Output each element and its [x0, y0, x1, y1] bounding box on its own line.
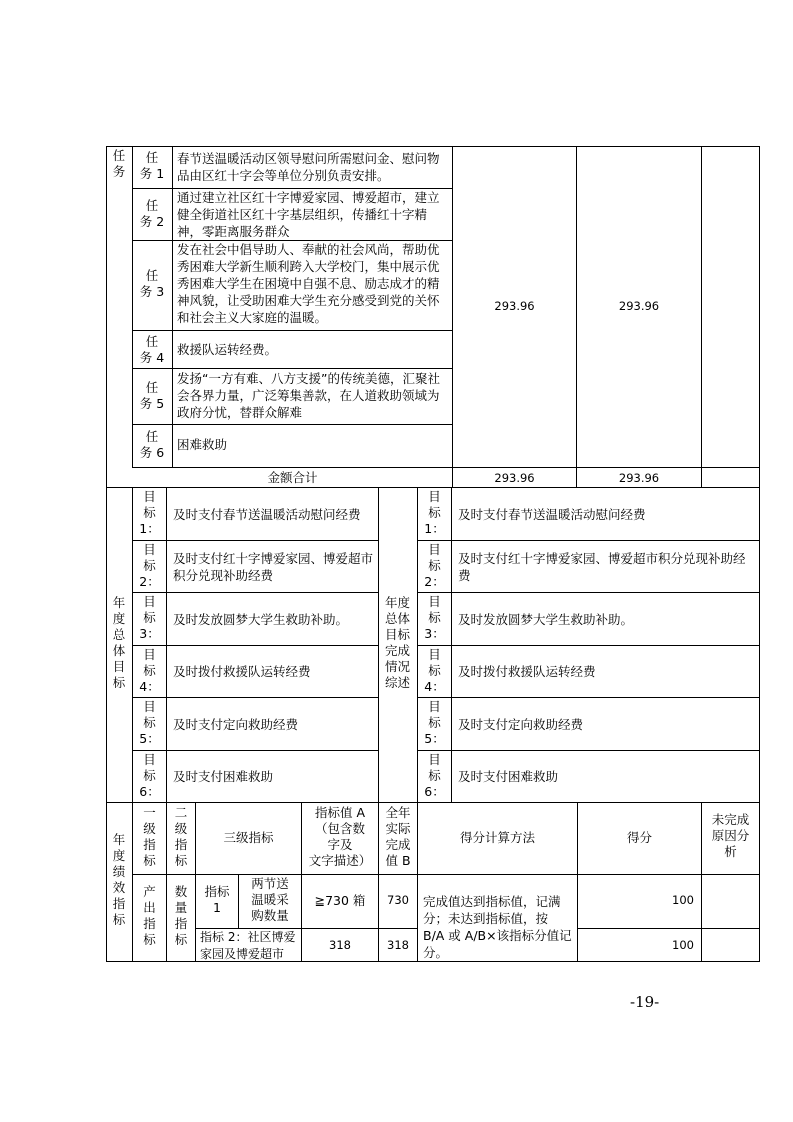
page-number: -19- — [630, 993, 660, 1011]
indicator-target: ≧730 箱 — [314, 893, 366, 908]
level2-value: 数 量 指 标 — [174, 884, 188, 947]
grid-line — [701, 146, 702, 488]
annual-goal-header: 年 度 总 体 目 标 — [112, 595, 126, 690]
table-border-left — [106, 146, 107, 962]
grid-line — [195, 802, 196, 962]
goal-label: 目 标 4： — [424, 647, 445, 694]
total-label: 金额合计 — [267, 470, 318, 485]
goal-label: 目 标 1： — [139, 489, 160, 536]
goal-text: 及时发放圆梦大学生救助补助。 — [458, 612, 634, 627]
grid-line — [106, 802, 760, 803]
col-level3: 三级指标 — [223, 830, 274, 845]
task-label: 任 务 4 — [139, 334, 165, 365]
col-level1: 一 级 指 标 — [143, 805, 156, 868]
total-amount-a: 293.96 — [494, 471, 535, 485]
indicator-actual: 318 — [387, 938, 409, 952]
method-text: 完成值达到指标值，记满分；未达到指标值，按 B/A 或 A/B×该指标分值记分。 — [423, 894, 572, 960]
goal-text: 及时支付春节送温暖活动慰问经费 — [458, 507, 646, 522]
grid-line — [576, 146, 577, 488]
task-text: 发扬“一方有难、八方支援”的传统美德，汇聚社会各界力量，广泛筹集善款，在人道救助领域为政府分忧，替群众解难 — [177, 371, 440, 420]
col-level2: 二 级 指 标 — [174, 805, 188, 868]
task-amount-b: 293.96 — [618, 299, 660, 313]
indicator-score: 100 — [672, 893, 694, 907]
goal-label: 目 标 1： — [424, 489, 445, 536]
grid-line — [417, 697, 760, 698]
col-reason: 未完成 原因分 析 — [711, 812, 750, 859]
goal-label: 目 标 2： — [424, 542, 445, 589]
goal-summary-header: 年度 总体 目标 完成 情况 综述 — [384, 595, 410, 690]
goal-text: 及时支付定向救助经费 — [173, 717, 299, 732]
level1-value: 产 出 指 标 — [143, 884, 156, 947]
goal-label: 目 标 2： — [139, 542, 160, 589]
grid-line — [132, 874, 760, 875]
indicator-target: 318 — [329, 938, 351, 952]
col-actual: 全年 实际 完成 值 B — [385, 805, 411, 868]
indicator-index: 指标 1 — [204, 884, 230, 915]
task-section-header: 任 务 — [112, 148, 126, 179]
table-border-right — [759, 146, 760, 962]
goal-text: 及时支付定向救助经费 — [458, 717, 584, 732]
goal-text: 及时支付红十字博爱家园、博爱超市积分兑现补助经费 — [458, 551, 746, 583]
col-target: 指标值 A （包含数 字及 文字描述） — [308, 805, 372, 868]
table-border-top — [106, 146, 760, 147]
goal-text: 及时支付红十字博爱家园、博爱超市积分兑现补助经费 — [173, 551, 374, 583]
col-score: 得分 — [626, 830, 652, 845]
grid-line — [132, 330, 452, 331]
goal-text: 及时拨付救援队运转经费 — [458, 664, 596, 679]
grid-line — [132, 368, 452, 369]
grid-line — [132, 750, 378, 751]
performance-header: 年 度 绩 效 指 标 — [112, 832, 126, 927]
goal-label: 目 标 6： — [139, 752, 160, 799]
indicator-name: 两节送 温暖采 购数量 — [251, 876, 289, 923]
goal-text: 及时支付困难救助 — [458, 769, 559, 784]
grid-line — [106, 487, 760, 488]
grid-line — [132, 697, 378, 698]
grid-line — [417, 802, 418, 962]
col-method: 得分计算方法 — [459, 830, 535, 845]
task-label: 任 务 3 — [139, 268, 165, 299]
task-text: 通过建立社区红十字博爱家园、博爱超市，建立健全街道社区红十字基层组织，传播红十字精神，零距离服务群众 — [177, 190, 440, 239]
grid-line — [417, 540, 760, 541]
goal-label: 目 标 6： — [424, 752, 445, 799]
task-label: 任 务 6 — [139, 429, 165, 460]
grid-line — [172, 146, 173, 468]
goal-text: 及时支付春节送温暖活动慰问经费 — [173, 507, 361, 522]
grid-line — [417, 750, 760, 751]
task-label: 任 务 1 — [139, 150, 165, 181]
task-amount-a: 293.96 — [494, 299, 535, 313]
grid-line — [577, 928, 760, 929]
total-amount-b: 293.96 — [618, 471, 660, 485]
grid-line — [132, 592, 378, 593]
goal-label: 目 标 3： — [139, 594, 160, 641]
task-text: 春节送温暖活动区领导慰问所需慰问金、慰问物品由区红十字会等单位分别负责安排。 — [177, 151, 440, 183]
grid-line — [132, 424, 452, 425]
grid-line — [417, 645, 760, 646]
task-text: 救援队运转经费。 — [177, 342, 278, 357]
goal-text: 及时发放圆梦大学生救助补助。 — [173, 612, 349, 627]
grid-line — [132, 467, 760, 468]
grid-line — [132, 645, 378, 646]
grid-line — [452, 146, 453, 488]
task-text: 发在社会中倡导助人、奉献的社会风尚，帮助优秀困难大学新生顺利跨入大学校门，集中展示优秀困难大学生在困境中自强不息、励志成才的精神风貌，让受助困难大学生充分感受到党的关怀和社会主义大家庭的温暖。 — [177, 242, 440, 325]
goal-label: 目 标 5： — [139, 699, 160, 746]
goal-label: 目 标 3： — [424, 594, 445, 641]
goal-label: 目 标 4： — [139, 647, 160, 694]
goal-label: 目 标 5： — [424, 699, 445, 746]
grid-line — [132, 540, 378, 541]
grid-line — [132, 146, 133, 468]
goal-text: 及时拨付救援队运转经费 — [173, 664, 311, 679]
indicator-score: 100 — [672, 938, 694, 952]
indicator-index: 指标 2：社区博爱 家园及博爱超市 — [200, 930, 296, 961]
task-label: 任 务 2 — [139, 198, 165, 229]
goal-text: 及时支付困难救助 — [173, 769, 274, 784]
indicator-actual: 730 — [387, 893, 409, 907]
grid-line — [417, 592, 760, 593]
task-text: 困难救助 — [177, 437, 228, 452]
task-label: 任 务 5 — [139, 380, 165, 411]
